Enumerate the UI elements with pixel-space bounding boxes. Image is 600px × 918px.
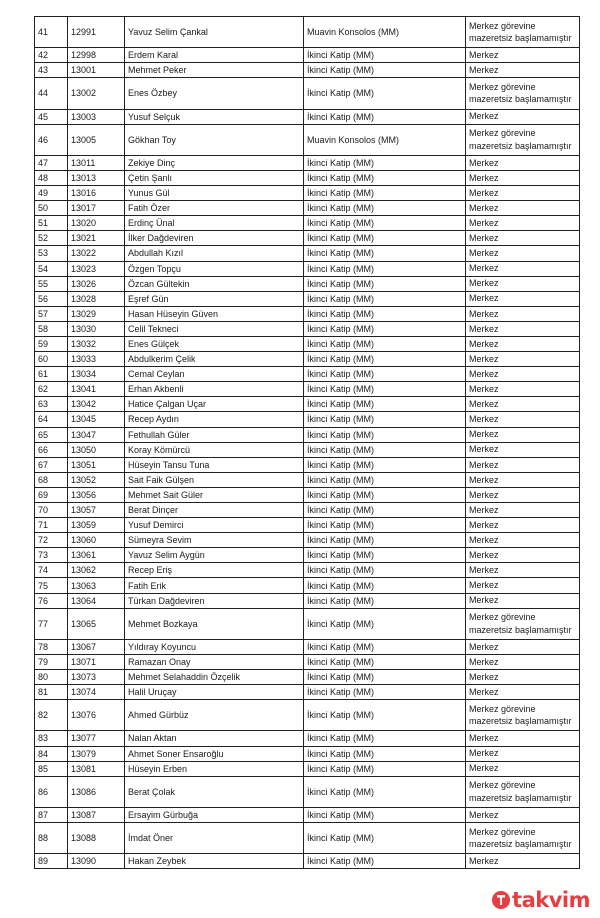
row-number: 61 [35, 367, 68, 382]
position-title: İkinci Katip (MM) [304, 306, 466, 321]
table-row [35, 124, 580, 155]
position-title: İkinci Katip (MM) [304, 427, 466, 442]
person-name: İmdat Öner [125, 822, 304, 853]
status-note: Merkez [466, 731, 580, 746]
table-row [35, 291, 580, 306]
person-name: Erdinç Ünal [125, 216, 304, 231]
person-name: Türkan Dağdeviren [125, 593, 304, 608]
status-note: Merkez [466, 276, 580, 291]
status-note: Merkez [466, 382, 580, 397]
row-number: 69 [35, 487, 68, 502]
registry-number: 13063 [68, 578, 125, 593]
status-note: Merkez [466, 201, 580, 216]
status-note: Merkez [466, 442, 580, 457]
position-title: İkinci Katip (MM) [304, 548, 466, 563]
row-number: 50 [35, 201, 68, 216]
person-name: Celil Tekneci [125, 321, 304, 336]
registry-number: 13079 [68, 746, 125, 761]
row-number: 52 [35, 231, 68, 246]
position-title: İkinci Katip (MM) [304, 472, 466, 487]
position-title: İkinci Katip (MM) [304, 807, 466, 822]
row-number: 47 [35, 155, 68, 170]
position-title: İkinci Katip (MM) [304, 367, 466, 382]
row-number: 81 [35, 685, 68, 700]
registry-number: 13032 [68, 336, 125, 351]
row-number: 74 [35, 563, 68, 578]
person-name: Ahmet Soner Ensaroğlu [125, 746, 304, 761]
registry-number: 13021 [68, 231, 125, 246]
position-title: İkinci Katip (MM) [304, 854, 466, 869]
status-note: Merkez görevine mazeretsiz başlamamıştır [466, 608, 580, 639]
status-note: Merkez [466, 367, 580, 382]
person-name: Mehmet Peker [125, 63, 304, 78]
table-row [35, 170, 580, 185]
row-number: 64 [35, 412, 68, 427]
person-name: Enes Gülçek [125, 336, 304, 351]
status-note: Merkez [466, 352, 580, 367]
position-title: İkinci Katip (MM) [304, 442, 466, 457]
table-row [35, 382, 580, 397]
status-note: Merkez [466, 746, 580, 761]
row-number: 75 [35, 578, 68, 593]
status-note: Merkez [466, 186, 580, 201]
table-row [35, 518, 580, 533]
registry-number: 13023 [68, 261, 125, 276]
table-row [35, 306, 580, 321]
position-title: İkinci Katip (MM) [304, 670, 466, 685]
registry-number: 13016 [68, 186, 125, 201]
table-row [35, 412, 580, 427]
person-name: Koray Kömürcü [125, 442, 304, 457]
row-number: 58 [35, 321, 68, 336]
registry-number: 13017 [68, 201, 125, 216]
row-number: 78 [35, 639, 68, 654]
person-name: Fatih Erik [125, 578, 304, 593]
registry-number: 13047 [68, 427, 125, 442]
row-number: 53 [35, 246, 68, 261]
registry-number: 13033 [68, 352, 125, 367]
position-title: İkinci Katip (MM) [304, 170, 466, 185]
registry-number: 13090 [68, 854, 125, 869]
position-title: İkinci Katip (MM) [304, 382, 466, 397]
registry-number: 13013 [68, 170, 125, 185]
registry-number: 13011 [68, 155, 125, 170]
registry-number: 13030 [68, 321, 125, 336]
registry-number: 13042 [68, 397, 125, 412]
row-number: 79 [35, 654, 68, 669]
status-note: Merkez [466, 563, 580, 578]
table-row [35, 761, 580, 776]
position-title: İkinci Katip (MM) [304, 109, 466, 124]
table-row [35, 276, 580, 291]
status-note: Merkez [466, 170, 580, 185]
registry-number: 13026 [68, 276, 125, 291]
position-title: İkinci Katip (MM) [304, 685, 466, 700]
person-name: Fethullah Güler [125, 427, 304, 442]
registry-number: 13005 [68, 124, 125, 155]
person-name: Yavuz Selim Çankal [125, 17, 304, 48]
person-name: Mehmet Selahaddin Özçelik [125, 670, 304, 685]
row-number: 57 [35, 306, 68, 321]
table-row [35, 261, 580, 276]
table-row [35, 231, 580, 246]
table-row [35, 487, 580, 502]
person-name: Recep Eriş [125, 563, 304, 578]
person-name: Yavuz Selim Aygün [125, 548, 304, 563]
row-number: 66 [35, 442, 68, 457]
registry-number: 13002 [68, 78, 125, 109]
table-row [35, 746, 580, 761]
registry-number: 13051 [68, 457, 125, 472]
status-note: Merkez görevine mazeretsiz başlamamıştır [466, 124, 580, 155]
row-number: 43 [35, 63, 68, 78]
row-number: 63 [35, 397, 68, 412]
row-number: 44 [35, 78, 68, 109]
person-name: Sümeyra Sevim [125, 533, 304, 548]
status-note: Merkez [466, 639, 580, 654]
row-number: 89 [35, 854, 68, 869]
row-number: 71 [35, 518, 68, 533]
status-note: Merkez [466, 321, 580, 336]
registry-number: 13064 [68, 593, 125, 608]
row-number: 82 [35, 700, 68, 731]
person-name: Erhan Akbenli [125, 382, 304, 397]
person-name: Recep Aydın [125, 412, 304, 427]
registry-number: 13057 [68, 503, 125, 518]
status-note: Merkez [466, 593, 580, 608]
person-name: Yıldıray Koyuncu [125, 639, 304, 654]
position-title: İkinci Katip (MM) [304, 487, 466, 502]
status-note: Merkez [466, 503, 580, 518]
table-row [35, 48, 580, 63]
person-name: Fatih Özer [125, 201, 304, 216]
position-title: Muavin Konsolos (MM) [304, 124, 466, 155]
person-name: Mehmet Sait Güler [125, 487, 304, 502]
registry-number: 13081 [68, 761, 125, 776]
status-note: Merkez görevine mazeretsiz başlamamıştır [466, 776, 580, 807]
registry-number: 13045 [68, 412, 125, 427]
status-note: Merkez görevine mazeretsiz başlamamıştır [466, 17, 580, 48]
registry-number: 13020 [68, 216, 125, 231]
table-row [35, 427, 580, 442]
registry-number: 13056 [68, 487, 125, 502]
person-name: Ersayim Gürbuğa [125, 807, 304, 822]
status-note: Merkez [466, 487, 580, 502]
person-name: Hatice Çalgan Uçar [125, 397, 304, 412]
table-row [35, 685, 580, 700]
row-number: 83 [35, 731, 68, 746]
table-row [35, 78, 580, 109]
registry-number: 13050 [68, 442, 125, 457]
table-row [35, 807, 580, 822]
position-title: İkinci Katip (MM) [304, 48, 466, 63]
row-number: 70 [35, 503, 68, 518]
table-row [35, 578, 580, 593]
person-name: Ahmed Gürbüz [125, 700, 304, 731]
person-name: Halil Uruçay [125, 685, 304, 700]
status-note: Merkez [466, 533, 580, 548]
row-number: 56 [35, 291, 68, 306]
row-number: 85 [35, 761, 68, 776]
table-row [35, 201, 580, 216]
row-number: 46 [35, 124, 68, 155]
registry-number: 13087 [68, 807, 125, 822]
status-note: Merkez [466, 63, 580, 78]
status-note: Merkez [466, 854, 580, 869]
table-row [35, 457, 580, 472]
person-name: Gökhan Toy [125, 124, 304, 155]
table-row [35, 533, 580, 548]
table-row [35, 731, 580, 746]
position-title: İkinci Katip (MM) [304, 216, 466, 231]
table-row [35, 336, 580, 351]
row-number: 73 [35, 548, 68, 563]
status-note: Merkez [466, 457, 580, 472]
person-name: Hüseyin Tansu Tuna [125, 457, 304, 472]
position-title: İkinci Katip (MM) [304, 352, 466, 367]
person-name: İlker Dağdeviren [125, 231, 304, 246]
row-number: 49 [35, 186, 68, 201]
position-title: İkinci Katip (MM) [304, 731, 466, 746]
position-title: İkinci Katip (MM) [304, 412, 466, 427]
row-number: 86 [35, 776, 68, 807]
table-row [35, 503, 580, 518]
status-note: Merkez [466, 291, 580, 306]
person-name: Mehmet Bozkaya [125, 608, 304, 639]
person-name: Hasan Hüseyin Güven [125, 306, 304, 321]
position-title: İkinci Katip (MM) [304, 503, 466, 518]
status-note: Merkez [466, 48, 580, 63]
person-name: Yusuf Demirci [125, 518, 304, 533]
registry-number: 13041 [68, 382, 125, 397]
table-row [35, 216, 580, 231]
table-row [35, 63, 580, 78]
person-name: Yusuf Selçuk [125, 109, 304, 124]
position-title: İkinci Katip (MM) [304, 186, 466, 201]
table-row [35, 776, 580, 807]
row-number: 76 [35, 593, 68, 608]
registry-number: 13088 [68, 822, 125, 853]
person-name: Hüseyin Erben [125, 761, 304, 776]
person-name: Ramazan Onay [125, 654, 304, 669]
position-title: İkinci Katip (MM) [304, 746, 466, 761]
registry-number: 13071 [68, 654, 125, 669]
person-name: Berat Dinçer [125, 503, 304, 518]
registry-number: 13052 [68, 472, 125, 487]
status-note: Merkez [466, 336, 580, 351]
status-note: Merkez görevine mazeretsiz başlamamıştır [466, 78, 580, 109]
status-note: Merkez [466, 472, 580, 487]
table-row [35, 367, 580, 382]
row-number: 72 [35, 533, 68, 548]
status-note: Merkez [466, 548, 580, 563]
position-title: İkinci Katip (MM) [304, 397, 466, 412]
person-name: Erdem Karal [125, 48, 304, 63]
row-number: 42 [35, 48, 68, 63]
row-number: 51 [35, 216, 68, 231]
status-note: Merkez [466, 306, 580, 321]
registry-number: 13062 [68, 563, 125, 578]
position-title: İkinci Katip (MM) [304, 533, 466, 548]
table-row [35, 593, 580, 608]
row-number: 68 [35, 472, 68, 487]
table-row [35, 442, 580, 457]
position-title: İkinci Katip (MM) [304, 78, 466, 109]
position-title: İkinci Katip (MM) [304, 761, 466, 776]
status-note: Merkez [466, 685, 580, 700]
table-row [35, 397, 580, 412]
table-row [35, 670, 580, 685]
table-row [35, 186, 580, 201]
table-row [35, 109, 580, 124]
table-row [35, 608, 580, 639]
person-name: Çetin Şanlı [125, 170, 304, 185]
position-title: Muavin Konsolos (MM) [304, 17, 466, 48]
row-number: 62 [35, 382, 68, 397]
row-number: 55 [35, 276, 68, 291]
row-number: 88 [35, 822, 68, 853]
person-name: Zekiye Dinç [125, 155, 304, 170]
position-title: İkinci Katip (MM) [304, 457, 466, 472]
status-note: Merkez görevine mazeretsiz başlamamıştır [466, 700, 580, 731]
registry-number: 13073 [68, 670, 125, 685]
personnel-table [34, 16, 580, 869]
position-title: İkinci Katip (MM) [304, 700, 466, 731]
status-note: Merkez [466, 397, 580, 412]
table-row [35, 654, 580, 669]
registry-number: 13059 [68, 518, 125, 533]
position-title: İkinci Katip (MM) [304, 336, 466, 351]
registry-number: 12998 [68, 48, 125, 63]
person-name: Enes Özbey [125, 78, 304, 109]
registry-number: 13074 [68, 685, 125, 700]
row-number: 60 [35, 352, 68, 367]
table-row [35, 472, 580, 487]
table-row [35, 246, 580, 261]
status-note: Merkez [466, 427, 580, 442]
position-title: İkinci Katip (MM) [304, 291, 466, 306]
status-note: Merkez [466, 761, 580, 776]
table-row [35, 700, 580, 731]
position-title: İkinci Katip (MM) [304, 155, 466, 170]
table-row [35, 639, 580, 654]
position-title: İkinci Katip (MM) [304, 276, 466, 291]
person-name: Özgen Topçu [125, 261, 304, 276]
position-title: İkinci Katip (MM) [304, 608, 466, 639]
person-name: Eşref Gün [125, 291, 304, 306]
person-name: Abdullah Kızıl [125, 246, 304, 261]
table-body [35, 17, 580, 869]
takvim-logo-icon [492, 891, 510, 909]
person-name: Sait Faik Gülşen [125, 472, 304, 487]
status-note: Merkez [466, 654, 580, 669]
status-note: Merkez görevine mazeretsiz başlamamıştır [466, 822, 580, 853]
row-number: 80 [35, 670, 68, 685]
status-note: Merkez [466, 412, 580, 427]
person-name: Yunus Gül [125, 186, 304, 201]
person-name: Hakan Zeybek [125, 854, 304, 869]
registry-number: 13065 [68, 608, 125, 639]
person-name: Abdulkerim Çelik [125, 352, 304, 367]
status-note: Merkez [466, 216, 580, 231]
status-note: Merkez [466, 518, 580, 533]
status-note: Merkez [466, 231, 580, 246]
position-title: İkinci Katip (MM) [304, 654, 466, 669]
status-note: Merkez [466, 670, 580, 685]
status-note: Merkez [466, 155, 580, 170]
row-number: 41 [35, 17, 68, 48]
table-row [35, 548, 580, 563]
person-name: Cemal Ceylan [125, 367, 304, 382]
row-number: 54 [35, 261, 68, 276]
registry-number: 13076 [68, 700, 125, 731]
registry-number: 12991 [68, 17, 125, 48]
person-name: Özcan Gültekin [125, 276, 304, 291]
row-number: 45 [35, 109, 68, 124]
table-row [35, 321, 580, 336]
registry-number: 13061 [68, 548, 125, 563]
status-note: Merkez [466, 578, 580, 593]
registry-number: 13067 [68, 639, 125, 654]
position-title: İkinci Katip (MM) [304, 63, 466, 78]
registry-number: 13060 [68, 533, 125, 548]
row-number: 48 [35, 170, 68, 185]
status-note: Merkez [466, 261, 580, 276]
table-row [35, 822, 580, 853]
row-number: 59 [35, 336, 68, 351]
position-title: İkinci Katip (MM) [304, 321, 466, 336]
registry-number: 13077 [68, 731, 125, 746]
registry-number: 13003 [68, 109, 125, 124]
takvim-watermark [492, 888, 590, 912]
registry-number: 13001 [68, 63, 125, 78]
position-title: İkinci Katip (MM) [304, 231, 466, 246]
registry-number: 13028 [68, 291, 125, 306]
registry-number: 13029 [68, 306, 125, 321]
position-title: İkinci Katip (MM) [304, 563, 466, 578]
position-title: İkinci Katip (MM) [304, 578, 466, 593]
status-note: Merkez [466, 807, 580, 822]
row-number: 65 [35, 427, 68, 442]
position-title: İkinci Katip (MM) [304, 261, 466, 276]
position-title: İkinci Katip (MM) [304, 593, 466, 608]
registry-number: 13022 [68, 246, 125, 261]
table-row [35, 17, 580, 48]
status-note: Merkez [466, 246, 580, 261]
table-row [35, 352, 580, 367]
table-row [35, 563, 580, 578]
person-name: Nalan Aktan [125, 731, 304, 746]
row-number: 84 [35, 746, 68, 761]
person-name: Berat Çolak [125, 776, 304, 807]
registry-number: 13034 [68, 367, 125, 382]
position-title: İkinci Katip (MM) [304, 246, 466, 261]
registry-number: 13086 [68, 776, 125, 807]
table-row [35, 155, 580, 170]
row-number: 67 [35, 457, 68, 472]
status-note: Merkez [466, 109, 580, 124]
position-title: İkinci Katip (MM) [304, 822, 466, 853]
table-row [35, 854, 580, 869]
watermark-text: takvim [512, 888, 590, 912]
position-title: İkinci Katip (MM) [304, 639, 466, 654]
position-title: İkinci Katip (MM) [304, 201, 466, 216]
position-title: İkinci Katip (MM) [304, 518, 466, 533]
position-title: İkinci Katip (MM) [304, 776, 466, 807]
row-number: 77 [35, 608, 68, 639]
row-number: 87 [35, 807, 68, 822]
